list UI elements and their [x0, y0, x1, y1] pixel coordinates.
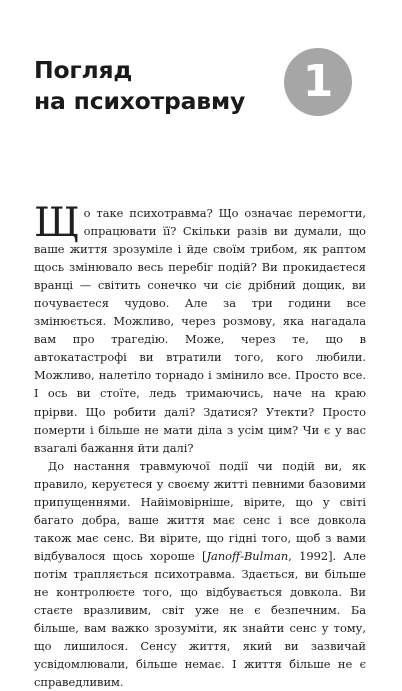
paragraph-2: [34, 457, 366, 691]
paragraph-2-text-start: До настання травмуючої події чи подій ви, як правило, керуєтеся у своєму житті певними базовими припущеннями. Найімовірніше, вірите, що у світі багато добра, ваше життя має сенс і все довкола також має сенс. Ви вірите, що гідні того, щоб з вами відбувалося щось хороше [: [34, 458, 366, 563]
chapter-title-line-1: Погляд: [34, 56, 133, 84]
chapter-title: [34, 55, 245, 117]
chapter-body: [34, 200, 366, 691]
paragraph-1-text: о таке психотравма? Що означає перемогти, опрацювати її? Скільки разів ви думали, що ваше життя зрозуміле і йде своїм трибом, як раптом щось змінювало весь перебіг подій? Ви прокидаєтеся вранці — світить сонечко чи сіє дрібний дощик, ви почуваєтеся чудово. Але за три години все змінюється. Можливо, через розмову, яка нагадала вам про трагедію. Може, через те, що в автокатастрофі ви втратили того, кого любили. Можливо, налетіло торнадо і змінило все. Просто все. І ось ви стоїте, ледь тримаючись, наче на краю прірви. Що робити далі? Здатися? Утекти? Просто померти і більше не мати діла з усім цим? Чи є у вас взагалі бажання йти далі?: [34, 206, 366, 455]
chapter-number: 1: [302, 56, 334, 107]
drop-cap: Щ: [34, 200, 80, 246]
paragraph-2-text-end: , 1992]. Але потім трапляється психотравма. Здається, ви більше не контролюєте того, що відбувається довкола. Ви стаєте вразливим, світ уже не є безпечним. Ба більше, вам важко зрозуміти, як знайти сенс у тому, що лишилося. Сенсу життя, який ви зазвичай усвідомлювали, більше немає. І життя більше не є справедливим.: [34, 548, 366, 690]
chapter-title-line-2: на психотравму: [34, 87, 246, 115]
chapter-number-badge: [284, 48, 352, 116]
citation-author: Janoff-Bulman: [206, 548, 289, 563]
paragraph-1: [34, 200, 366, 457]
